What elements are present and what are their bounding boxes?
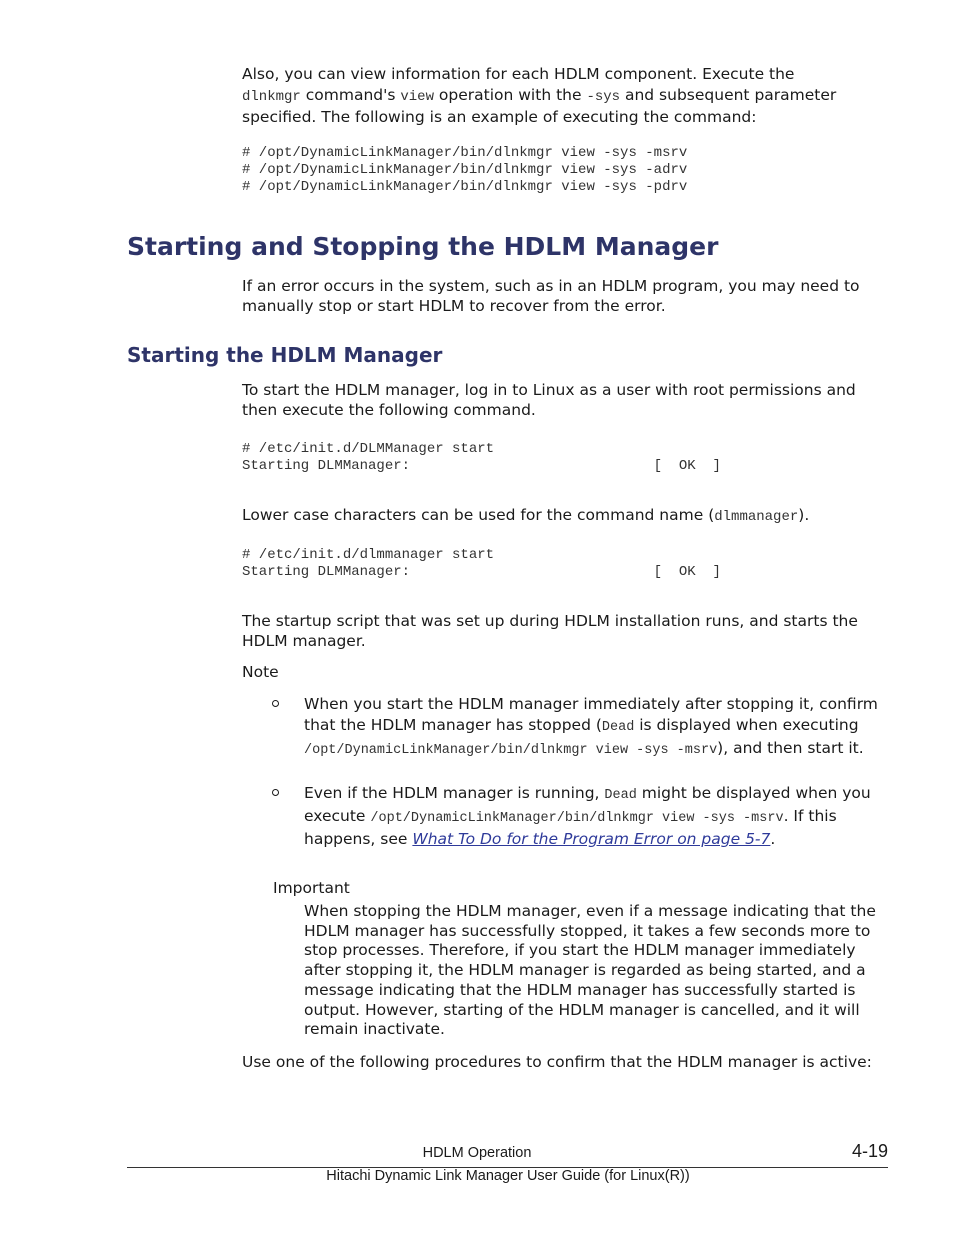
bullet-cmd: /opt/DynamicLinkManager/bin/dlnkmgr view -sys -msrv <box>304 743 718 758</box>
intro-cmd: dlnkmgr <box>242 88 301 105</box>
bullet-text-part: Even if the HDLM manager is running, <box>304 784 605 802</box>
confirm-paragraph: Use one of the following procedures to confirm that the HDLM manager is active: <box>242 1053 872 1071</box>
subsection-paragraph: To start the HDLM manager, log in to Linux as a user with root permissions and then execute the following command. <box>242 381 856 419</box>
code-line: Starting DLMManager: [ OK ] <box>242 458 721 474</box>
important-paragraph: When stopping the HDLM manager, even if a message indicating that the HDLM manager has successfully stopped, it takes a few seconds more to stop processes. Therefore, if you start the HDLM manager immediately after stopping it, the HDLM manager is regarded as being started, and a message indicating that the HDLM manager has successfully started is output. However, starting of the HDLM manager is cancelled, and it will remain inactivate. <box>304 902 876 1039</box>
note-bullet-2-text <box>304 783 894 850</box>
intro-text-1: Also, you can view information for each HDLM component. Execute the <box>242 65 795 83</box>
intro-view: view <box>400 88 434 105</box>
dead-status: Dead <box>604 788 637 803</box>
code-line: # /opt/DynamicLinkManager/bin/dlnkmgr view -sys -msrv <box>242 145 688 161</box>
intro-text-4: and subsequent parameter specified. The following is an example of executing the command: <box>242 85 837 126</box>
bullet-circle-icon <box>272 789 279 796</box>
intro-paragraph <box>242 64 892 128</box>
bullet-text-part: . If this happens, see <box>304 807 837 848</box>
code-block-view <box>242 145 892 196</box>
lowercase-paragraph <box>242 505 892 527</box>
note-bullet-1-text <box>304 694 894 761</box>
code-line: # /etc/init.d/DLMManager start <box>242 441 495 457</box>
code-line: # /opt/DynamicLinkManager/bin/dlnkmgr view -sys -pdrv <box>242 179 688 195</box>
bullet-circle-icon <box>272 700 279 707</box>
footer-chapter: HDLM Operation <box>422 1145 532 1161</box>
section-paragraph: If an error occurs in the system, such as in an HDLM program, you may need to manually stop or start HDLM to recover from the error. <box>242 277 860 315</box>
bullet-text-part: is displayed when executing <box>634 716 859 734</box>
bullet-cmd: /opt/DynamicLinkManager/bin/dlnkmgr view -sys -msrv <box>370 811 784 826</box>
note-label: Note <box>242 663 279 681</box>
lowercase-cmd: dlmmanager <box>714 509 799 525</box>
footer-book-title: Hitachi Dynamic Link Manager User Guide (for Linux(R)) <box>326 1168 690 1184</box>
code-block-start-upper <box>242 441 892 475</box>
important-label: Important <box>273 879 350 897</box>
code-line: # /opt/DynamicLinkManager/bin/dlnkmgr view -sys -adrv <box>242 162 688 178</box>
lowercase-text-2: ). <box>798 506 810 524</box>
startup-paragraph: The startup script that was set up during HDLM installation runs, and starts the HDLM manager. <box>242 612 858 650</box>
intro-text-2: command's <box>300 85 401 104</box>
subsection-title: Starting the HDLM Manager <box>127 343 443 367</box>
bullet-text-part: . <box>770 830 776 848</box>
lowercase-text-1: Lower case characters can be used for the command name ( <box>242 506 715 524</box>
bullet-text-part: ), and then start it. <box>717 739 864 757</box>
section-title: Starting and Stopping the HDLM Manager <box>127 232 719 261</box>
bullet-text-part: might be displayed when you execute <box>304 784 871 825</box>
intro-sys: -sys <box>586 88 621 105</box>
bullet-text-part: When you start the HDLM manager immediately after stopping it, confirm that the HDLM manager has stopped ( <box>304 695 878 734</box>
program-error-link[interactable]: What To Do for the Program Error on page 5-7 <box>412 830 771 848</box>
code-line: # /etc/init.d/dlmmanager start <box>242 547 495 563</box>
dead-status: Dead <box>601 720 635 735</box>
code-line: Starting DLMManager: [ OK ] <box>242 564 721 580</box>
footer-page-number: 4-19 <box>851 1141 888 1161</box>
intro-text-3: operation with the <box>433 85 587 104</box>
code-block-start-lower <box>242 547 892 581</box>
